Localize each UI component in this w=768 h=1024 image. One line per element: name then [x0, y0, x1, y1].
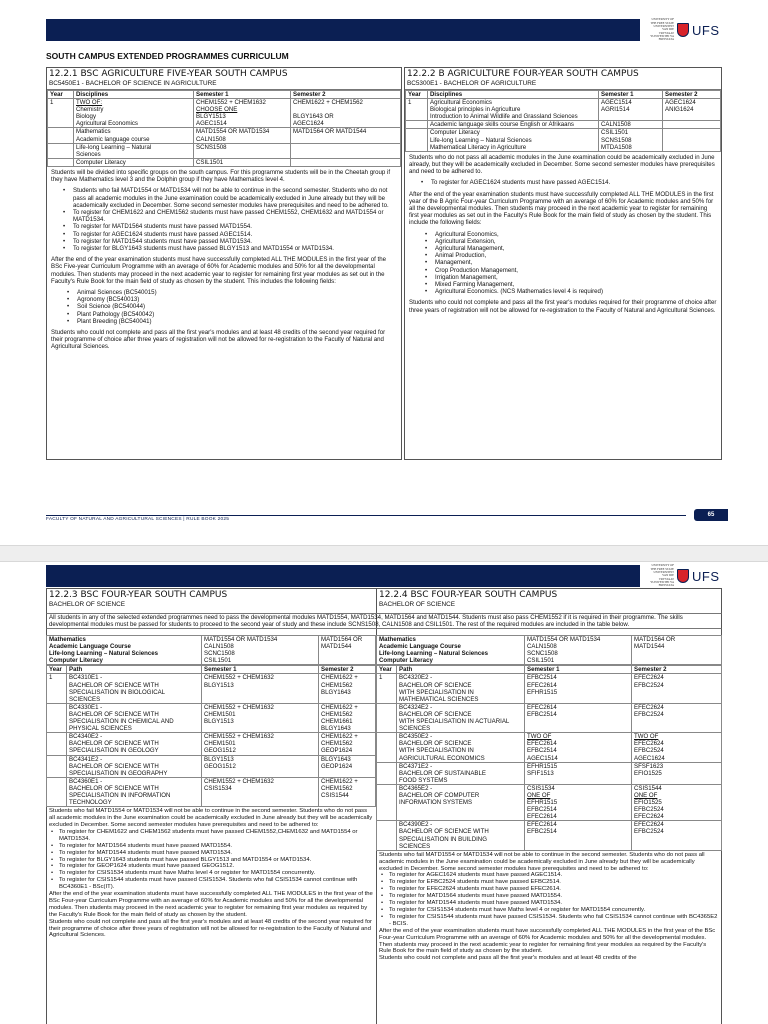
list-item: • Agricultural Economics. (NCS Mathematics level 4 is required)	[409, 288, 717, 295]
semester2-cell: AGEC1624 ANIG1624	[663, 99, 721, 121]
table-row	[47, 636, 376, 665]
semester1-cell: CHEM1552 + CHEM1632 CSIS1534	[202, 777, 319, 806]
table-row	[377, 733, 722, 762]
section-subheading: BC5450E1 - BACHELOR OF SCIENCE IN AGRICULTURE	[47, 80, 401, 90]
section-12-2-1	[46, 67, 402, 460]
paths-table	[376, 665, 722, 850]
table-row	[406, 121, 721, 129]
section-heading: 12.2.1 BSC AGRICULTURE FIVE-YEAR SOUTH CAMPUS	[49, 69, 288, 79]
list-item: • To register for CSIS1544 students must have passed CSIS1534. Students who fail CSIS1534 cannot continue with BC4365E2 - BCIS.	[379, 914, 719, 928]
prerequisite-list	[379, 872, 719, 927]
semester1-cell: AGEC1514 AGRI1514	[599, 99, 663, 121]
section-notes	[376, 851, 722, 964]
list-item: • To register for MATD1564 students must have passed MATD1554.	[51, 223, 397, 230]
path-cell: BC4324E2 - BACHELOR OF SCIENCE WITH SPECIALISATION IN ACTUARIAL SCIENCES	[397, 703, 525, 732]
ufs-logo	[648, 562, 728, 590]
col-header: Year	[47, 666, 67, 674]
semester1-cell: EFHR1515 SFIF1513	[525, 762, 632, 784]
section-subheading: BC5300E1 - BACHELOR OF AGRICULTURE	[405, 80, 721, 90]
semester2-cell: MATD1564 OR MATD1544	[291, 128, 401, 143]
semester2-cell: CHEM1622 + CHEM1562 BLGY1643	[319, 674, 376, 703]
list-item: • Agricultural Extension,	[409, 238, 717, 245]
semester2-cell: MATD1564 OR MATD1544	[319, 636, 376, 665]
col-header: Semester 1	[525, 666, 632, 674]
core-modules-table	[376, 635, 722, 665]
list-item: • Animal Sciences (BC540015)	[51, 289, 397, 296]
list-item: • To register for BLGY1643 students must have passed BLGY1513 and MATD1554 or MATD1534.	[51, 245, 397, 252]
col-header: Semester 2	[291, 91, 401, 99]
semester1-cell: CHEM1552 + CHEM1632 CHEM1501 GEOG1512	[202, 733, 319, 755]
section-notes	[405, 152, 721, 320]
semester1-cell: TWO OF EFEC2614 EFBC2514 AGEC1514	[525, 733, 632, 762]
semester1-cell: MATD1554 OR MATD1534 CALN1508 SCNC1508 CSIL1501	[202, 636, 319, 665]
semester1-cell: CHEM1552 + CHEM1632 CHOOSE ONE BLGY1513 AGEC1514	[194, 99, 291, 128]
semester2-cell: EFEC2624 EFBC2524	[632, 703, 722, 732]
table-row	[377, 674, 722, 703]
semester1-cell: CSIL1501 SCNS1508 MTDA1508	[599, 129, 663, 151]
path-cell: BC4330E1 - BACHELOR OF SCIENCE WITH SPECIALISATION IN CHEMICAL AND PHYSICAL SCIENCES	[67, 703, 202, 732]
shield-icon	[677, 23, 689, 37]
logo-crest-text: UNIVERSITY OF THE FREE STATE UNIVERSITEIT VAN DIE VRYSTAAT YUNIVESITHI YA FREISTATA	[650, 17, 674, 42]
curriculum-table	[405, 90, 721, 152]
note-paragraph: Students who could not complete and pass all the first year's modules and at least 48 credits of the	[379, 955, 637, 962]
table-row	[47, 733, 376, 755]
disciplines-cell: Computer Literacy Life-long Learning – Natural Sciences Mathematical Literacy in Agriculture	[428, 129, 599, 151]
list-item: • To register for BLGY1643 students must have passed BLGY1513 and MATD1554 or MATD1534.	[49, 857, 373, 864]
list-item: • To register for CHEM1622 and CHEM1562 students must have passed CHEM1552,CHEM1632 and MATD1554 or MATD1534.	[49, 829, 373, 843]
shared-intro	[46, 613, 722, 629]
col-header: Semester 1	[599, 91, 663, 99]
table-row	[377, 821, 722, 850]
logo-wordmark: UFS	[692, 22, 720, 38]
table-header-row	[377, 666, 722, 674]
semester2-cell: CHEM1622 + CHEM1562 CHEM1661 BLGY1643	[319, 703, 376, 732]
list-item: • To register for CSIS1544 students must have passed CSIS1534. Students who fail CSIS1534 cannot continue with BC4360E1 - BSc(IT).	[49, 877, 373, 891]
col-header: Year	[48, 91, 74, 99]
logo-wordmark: UFS	[692, 568, 720, 584]
note-paragraph: Students who fail MATD1554 or MATD1534 will not be able to continue in the second semester. Students who do not pass all academic modules in the June examination could be academically excluded in June already but they will be academically excluded in December. Some second semester modules have prerequisites and need to be adhered to:	[379, 851, 705, 872]
path-cell: BC4320E2 - BACHELOR OF SCIENCE WITH SPECIALISATION IN MATHEMATICAL SCIENCES	[397, 674, 525, 703]
paths-table	[46, 665, 376, 807]
col-header: Disciplines	[428, 91, 599, 99]
core-modules-table	[46, 635, 376, 665]
semester1-cell: CSIL1501	[194, 158, 291, 166]
table-header-row	[48, 91, 401, 99]
note-paragraph: After the end of the year examination students must have successfully completed ALL THE MODULES in the first year of the BSc Five-year Curriculum Programme with an average of 60% for Academic modules and 50% for all the developmental modules. Then students may proceed in the next academic year to register for remaining first year modules as set out in the Faculty's Rule Book for the main field of study as chosen by the student. This includes the following fields:	[51, 256, 386, 285]
section-subheading: BACHELOR OF SCIENCE	[379, 601, 455, 608]
list-item: • To register for AGEC1624 students must have passed AGEC1514.	[51, 231, 397, 238]
section-12-2-2	[404, 67, 722, 460]
list-item: • To register for MATD1564 students must have passed MATD1554.	[379, 893, 719, 900]
list-item: • To register for MATD1564 students must have passed MATD1554.	[49, 843, 373, 850]
semester1-cell: MATD1554 OR MATD1534 CALN1508 SCNC1508 CSIL1501	[525, 636, 632, 665]
semester1-cell: CALN1508	[599, 121, 663, 129]
col-header: Path	[67, 666, 202, 674]
table-row	[377, 703, 722, 732]
note-paragraph: Students who could not complete and pass all the first year's modules and at least 48 credits of the second year required for their programme of choice after three years of registration will not be allowed for re-registration to the Faculty of Natural and Agricultural Sciences.	[49, 918, 373, 939]
header-bar	[46, 19, 640, 41]
list-item: • To register for MATD1544 students must have passed MATD1534.	[51, 238, 397, 245]
rule-book-page-66	[0, 562, 768, 1024]
page-number: 65	[694, 509, 728, 521]
table-row	[406, 99, 721, 121]
semester1-cell: MATD1554 OR MATD1534 CALN1508	[194, 128, 291, 143]
list-item: • To register for MATD1544 students must have passed MATD1534.	[379, 900, 719, 907]
list-item: • To register for AGEC1624 students must have passed AGEC1514.	[409, 179, 717, 186]
note-paragraph: After the end of the year examination students must have successfully completed ALL THE MODULES in the first year of the B Agric Four-year Curriculum Programme with an average of 60% for Academic modules and 50% for all the developmental modules. Then students may proceed in the next academic year to register for remaining first year modules as set out in the Faculty's Rule Book for the main field of study as chosen by the student. This include the following fields:	[409, 190, 714, 227]
col-header: Semester 1	[202, 666, 319, 674]
semester1-cell: EFEC2614 EFBC2514	[525, 821, 632, 850]
list-item: • Plant Breeding (BC540041)	[51, 318, 397, 325]
list-item: • Animal Production,	[409, 252, 717, 259]
year-cell: 1	[47, 674, 67, 703]
disciplines-cell: Life-long Learning – Natural Sciences	[74, 143, 194, 158]
page-title: SOUTH CAMPUS EXTENDED PROGRAMMES CURRICULUM	[46, 51, 289, 61]
semester2-cell: CHEM1622 + CHEM1562 CSIS1544	[319, 777, 376, 806]
semester1-cell: EFEC2614 EFBC2514	[525, 703, 632, 732]
list-item: • To register for CHEM1622 and CHEM1562 students must have passed CHEM1552, CHEM1632 and MATD1554 or MATD1534.	[51, 209, 397, 223]
table-row	[48, 158, 401, 166]
list-item: • To register for AGEC1624 students must have passed AGEC1514.	[379, 872, 719, 879]
list-item: • Agricultural Economics,	[409, 231, 717, 238]
note-paragraph: After the end of the year examination students must have successfully completed ALL THE MODULES in the first year of the BSc Four-year Curriculum Programme with an average of 60% for Academic modules and 50% for all the developmental modules. Then students may proceed in the next academic year to register for remaining first year modules as required by the Faculty's Rule Book for the main field of study as chosen by the student.	[49, 891, 373, 918]
semester2-cell: EFEC2624 EFBC2524	[632, 674, 722, 703]
col-header: Semester 2	[632, 666, 722, 674]
year-cell: 1	[48, 99, 74, 128]
path-cell: BC4310E1 - BACHELOR OF SCIENCE WITH SPECIALISATION IN BIOLOGICAL SCIENCES	[67, 674, 202, 703]
path-cell: BC4360E1 - BACHELOR OF SCIENCE WITH SPECIALISATION IN INFORMATION TECHNOLOGY	[67, 777, 202, 806]
semester1-cell: CHEM1552 + CHEM1632 BLGY1513	[202, 674, 319, 703]
path-cell: BC4365E2 - BACHELOR OF COMPUTER INFORMATION SYSTEMS	[397, 784, 525, 820]
col-header: Year	[377, 666, 397, 674]
table-row	[47, 674, 376, 703]
list-item: • Management,	[409, 259, 717, 266]
semester2-cell: EFEC2624 EFBC2524	[632, 821, 722, 850]
path-cell: BC4390E2 - BACHELOR OF SCIENCE WITH SPECIALISATION IN BUILDING SCIENCES	[397, 821, 525, 850]
table-header-row	[406, 91, 721, 99]
list-item: • Students who fail MATD1554 or MATD1534 will not be able to continue in the second semester. Students who do not pass all academic modules in the June examination could be academically excluded in June already but they will be academically excluded in December. Some second semester modules have prerequisites and need to be adhered to.	[51, 187, 397, 209]
table-row	[377, 762, 722, 784]
fields-list	[51, 289, 397, 325]
col-header: Path	[397, 666, 525, 674]
prerequisite-list	[51, 187, 397, 252]
curriculum-table	[47, 90, 401, 167]
col-header: Disciplines	[74, 91, 194, 99]
list-item: • To register for EFEC2624 students must have passed EFEC2614.	[379, 886, 719, 893]
section-notes	[47, 167, 401, 357]
section-heading: 12.2.3 BSC FOUR-YEAR SOUTH CAMPUS	[49, 590, 228, 600]
semester2-cell: MATD1564 OR MATD1544	[632, 636, 722, 665]
table-row	[406, 129, 721, 151]
list-item: • To register for CSIS1534 students must have Maths level 4 or register for MATD1554 concurrently.	[49, 870, 373, 877]
path-cell: BC4340E2 - BACHELOR OF SCIENCE WITH SPECIALISATION IN GEOLOGY	[67, 733, 202, 755]
list-item: • Agricultural Management,	[409, 245, 717, 252]
disciplines-cell: Academic language skills course English or Afrikaans	[428, 121, 599, 129]
section-notes	[46, 807, 376, 940]
semester1-cell: SCNS1508	[194, 143, 291, 158]
year-cell: 1	[406, 99, 428, 121]
col-header: Semester 1	[194, 91, 291, 99]
prerequisite-list	[409, 179, 717, 186]
note-paragraph: Students who fail MATD1554 or MATD1534 will not be able to continue in the second semester. Students who do not pass all academic modules in the June examination could be academically excluded in June already but they will be academically excluded in December. Some second semester modules have prerequisites and need to be adhered to:	[49, 808, 373, 828]
semester2-cell: SFSF1623 EFIO1525	[632, 762, 722, 784]
logo-crest-text: UNIVERSITY OF THE FREE STATE UNIVERSITEIT VAN DIE VRYSTAAT YUNIVESITHI YA FREISTATA	[650, 563, 674, 588]
col-header: Semester 2	[663, 91, 721, 99]
table-row	[48, 99, 401, 128]
page-gap	[0, 545, 768, 562]
list-item: • Crop Production Management,	[409, 267, 717, 274]
footer-rule	[46, 515, 686, 516]
table-row	[377, 784, 722, 820]
semester2-cell: CHEM1622 + CHEM1562 GEOP1624	[319, 733, 376, 755]
list-item: • To register for GEOP1624 students must have passed GEOG1512.	[49, 863, 373, 870]
bsc-right-content	[376, 635, 722, 963]
note-paragraph: Students who do not pass all academic modules in the June examination could be academically excluded in June already, but they will be academically excluded in December. Some second semester modules have prerequisites and need to be adhered to.	[409, 153, 715, 176]
table-header-row	[47, 666, 376, 674]
disciplines-cell: Computer Literacy	[74, 158, 194, 166]
footer-text: FACULTY OF NATURAL AND AGRICULTURAL SCIENCES | RULE BOOK 2025	[46, 517, 230, 522]
section-heading: 12.2.2 B AGRICULTURE FOUR-YEAR SOUTH CAMPUS	[407, 69, 639, 79]
core-labels-cell: Mathematics Academic Language Course Life-long Learning – Natural Sciences Computer Literacy	[47, 636, 202, 665]
semester1-cell: CSIS1534 ONE OF EFHR1515 EFBC2514 EFEC2614	[525, 784, 632, 820]
semester2-cell: CSIS1544 ONE OF EFIO1525 EFBC2524 EFEC2624	[632, 784, 722, 820]
list-item: • To register for MATD1544 students must have passed MATD1534.	[49, 850, 373, 857]
list-item: • To register for CSIS1534 students must have Maths level 4 or register for MATD1554 concurrently.	[379, 907, 719, 914]
semester2-cell: CHEM1622 + CHEM1562 BLGY1643 OR AGEC1624	[291, 99, 401, 128]
path-cell: BC4350E2 - BACHELOR OF SCIENCE WITH SPECIALISATION IN AGRICULTURAL ECONOMICS	[397, 733, 525, 762]
ufs-logo	[648, 16, 728, 44]
path-cell: BC4371E2 - BACHELOR OF SUSTAINABLE FOOD SYSTEMS	[397, 762, 525, 784]
bsc-left-content	[46, 635, 376, 940]
semester1-cell: EFBC2514 EFEC2614 EFHR1515	[525, 674, 632, 703]
table-row	[47, 755, 376, 777]
disciplines-cell: Agricultural Economics Biological principles in Agriculture Introduction to Animal Wildlife and Grassland Sciences	[428, 99, 599, 121]
table-row	[47, 777, 376, 806]
disciplines-cell: Mathematics Academic language course	[74, 128, 194, 143]
note-paragraph: Students who could not complete and pass all the first year's modules required for their programme of choice after three years of registration will not be allowed for re-registration to the Faculty of Natural and Agricultural Sciences.	[409, 299, 717, 314]
semester2-cell: BLGY1643 GEOP1624	[319, 755, 376, 777]
section-subheading: BACHELOR OF SCIENCE	[49, 601, 125, 608]
note-paragraph: After the end of the year examination students must have successfully completed ALL THE MODULES in the first year of the BSc Four-year Curriculum Programme with an average of 60% for Academic modules and 50% for all the developmental modules. Then students may proceed in the next academic year to register for remaining first year modules as required by the Faculty's Rule Book for the main field of study as chosen by the student.	[379, 927, 716, 955]
note-paragraph: Students will be divided into specific groups on the south campus. For this programme students will be in the Cheetah group if they have Mathematics level 3 and the Dolphin group if they have Mathematics level 4.	[51, 168, 391, 184]
table-row	[47, 703, 376, 732]
fields-list	[409, 231, 717, 296]
note-paragraph: Students who could not complete and pass all the first year's modules and at least 48 credits of the second year required for their programme of choice after three years of registration will not be allowed for re-registration to the Faculty of Natural and Agricultural Sciences.	[51, 329, 386, 351]
section-heading: 12.2.4 BSC FOUR-YEAR SOUTH CAMPUS	[379, 590, 558, 600]
list-item: • Mixed Farming Management,	[409, 281, 717, 288]
intro-paragraph: All students in any of the selected extended programmes need to pass the developmental modules MATD1554, MATD1534, MATD1564 and MATD1544. Students must also pass CHEM1552 if it is required in their programme. The skills developmental modules must be passed for students to proceed to the second year of study and these include SCNS1508, CALN1508 and CSIL1501. The rest of the required modules are included in the table below.	[46, 613, 722, 629]
list-item: • Agronomy (BC540013)	[51, 296, 397, 303]
shield-icon	[677, 569, 689, 583]
table-row	[48, 128, 401, 143]
list-item: • Soil Science (BC540044)	[51, 303, 397, 310]
table-row	[48, 143, 401, 158]
core-labels-cell: Mathematics Academic Language Course Life-long Learning – Natural Sciences Computer Literacy	[377, 636, 525, 665]
header-bar	[46, 565, 640, 587]
col-header: Semester 2	[319, 666, 376, 674]
col-header: Year	[406, 91, 428, 99]
semester1-cell: BLGY1513 GEOG1512	[202, 755, 319, 777]
list-item: • Plant Pathology (BC540042)	[51, 311, 397, 318]
year-cell: 1	[377, 674, 397, 703]
disciplines-cell: TWO OF: Chemistry Biology Agricultural Economics	[74, 99, 194, 128]
prerequisite-list	[49, 829, 373, 891]
path-cell: BC4341E2 - BACHELOR OF SCIENCE WITH SPECIALISATION IN GEOGRAPHY	[67, 755, 202, 777]
list-item: • Irrigation Management,	[409, 274, 717, 281]
semester1-cell: CHEM1552 + CHEM1632 CHEM1501 BLGY1513	[202, 703, 319, 732]
table-row	[377, 636, 722, 665]
list-item: • To register for EFBC2524 students must have passed EFBC2514.	[379, 879, 719, 886]
semester2-cell: TWO OF EFEC2624 EFBC2524 AGEC1624	[632, 733, 722, 762]
